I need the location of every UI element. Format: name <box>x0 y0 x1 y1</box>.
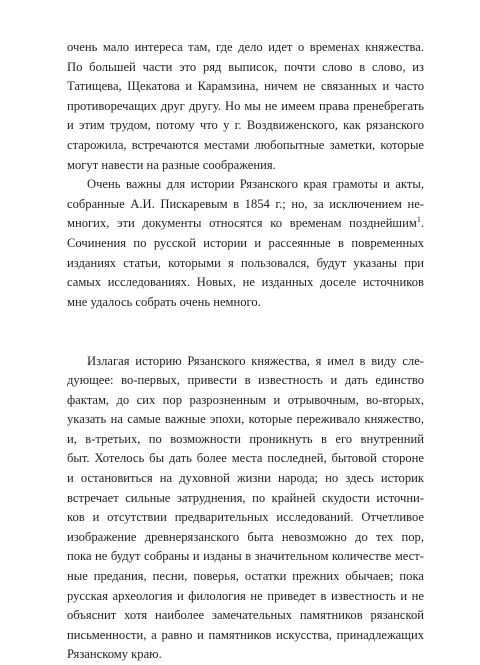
text-line: старожила, встречаются местами любопытные заметки, которые <box>67 136 424 156</box>
text-line: очень мало интереса там, где дело идет о временах княжества. <box>67 38 424 58</box>
text-line: и этим трудом, потому что у г. Воздвиженского, как рязанского <box>67 116 424 136</box>
text-line: указать на самые важные эпохи, которые переживало княжество, <box>67 410 424 430</box>
text-line: быт. Хотелось бы дать более места последней, бытовой стороне <box>67 449 424 469</box>
text-line: изданиях статьи, которыми я пользовался, будут указаны при <box>67 254 424 274</box>
text-line: По большей части это ряд выписок, почти слово в слово, из <box>67 58 424 78</box>
text-line: письменности, а равно и памятников искусства, принадлежащих <box>67 626 424 646</box>
text-line-body: многих, эти документы относятся ко временам позднейшим <box>67 216 417 230</box>
text-line: ков и отсутствии предварительных исследований. Отчетливое <box>67 508 424 528</box>
text-line: Татищева, Щекатова и Карамзина, ничем не связанных и часто <box>67 77 424 97</box>
footnote-marker[interactable]: 1 <box>417 215 421 224</box>
text-line: русская археология и филология не приведет в известность и не <box>67 587 424 607</box>
text-line: мне удалось собрать очень немного. <box>67 293 424 313</box>
text-line: Излагая историю Рязанского княжества, я имел в виду сле- <box>67 352 424 372</box>
paragraph-gap <box>67 332 424 352</box>
line-end-punctuation: . <box>421 216 424 230</box>
text-line: ные предания, песни, поверья, остатки прежних обычаев; пока <box>67 567 424 587</box>
text-line: объяснит хотя наиболее замечательных памятников рязанской <box>67 606 424 626</box>
text-line: и остановиться на духовной жизни народа; но здесь историк <box>67 469 424 489</box>
text-line: пока не будут собраны и изданы в значительном количестве мест- <box>67 547 424 567</box>
text-line: встречает сильные затруднения, по крайней скудости источни- <box>67 489 424 509</box>
text-line: могут навести на разные соображения. <box>67 156 424 176</box>
paragraph-sources <box>67 175 424 312</box>
book-page <box>67 38 424 665</box>
text-line: самых исследованиях. Новых, не изданных доселе источников <box>67 273 424 293</box>
paragraph-method <box>67 352 424 665</box>
text-line: противоречащих друг другу. Но мы не имеем права пренебрегать <box>67 97 424 117</box>
text-line: Сочинения по русской истории и рассеянные в повременных <box>67 234 424 254</box>
text-line: фактам, до сих пор разрозненным и отрывочным, во-вторых, <box>67 391 424 411</box>
paragraph-continuation <box>67 38 424 175</box>
text-line-with-footnote <box>67 214 424 234</box>
paragraph-gap <box>67 312 424 332</box>
text-line: изображение древнерязанского быта невозможно до тех пор, <box>67 528 424 548</box>
text-line: собранные А.И. Пискаревым в 1854 г.; но, за исключением не- <box>67 195 424 215</box>
text-line: дующее: во-первых, привести в известность и дать единство <box>67 371 424 391</box>
text-line: Рязанскому краю. <box>67 645 424 665</box>
text-line: Очень важны для истории Рязанского края грамоты и акты, <box>67 175 424 195</box>
text-line: и, в-третьих, по возможности проникнуть в его внутренний <box>67 430 424 450</box>
